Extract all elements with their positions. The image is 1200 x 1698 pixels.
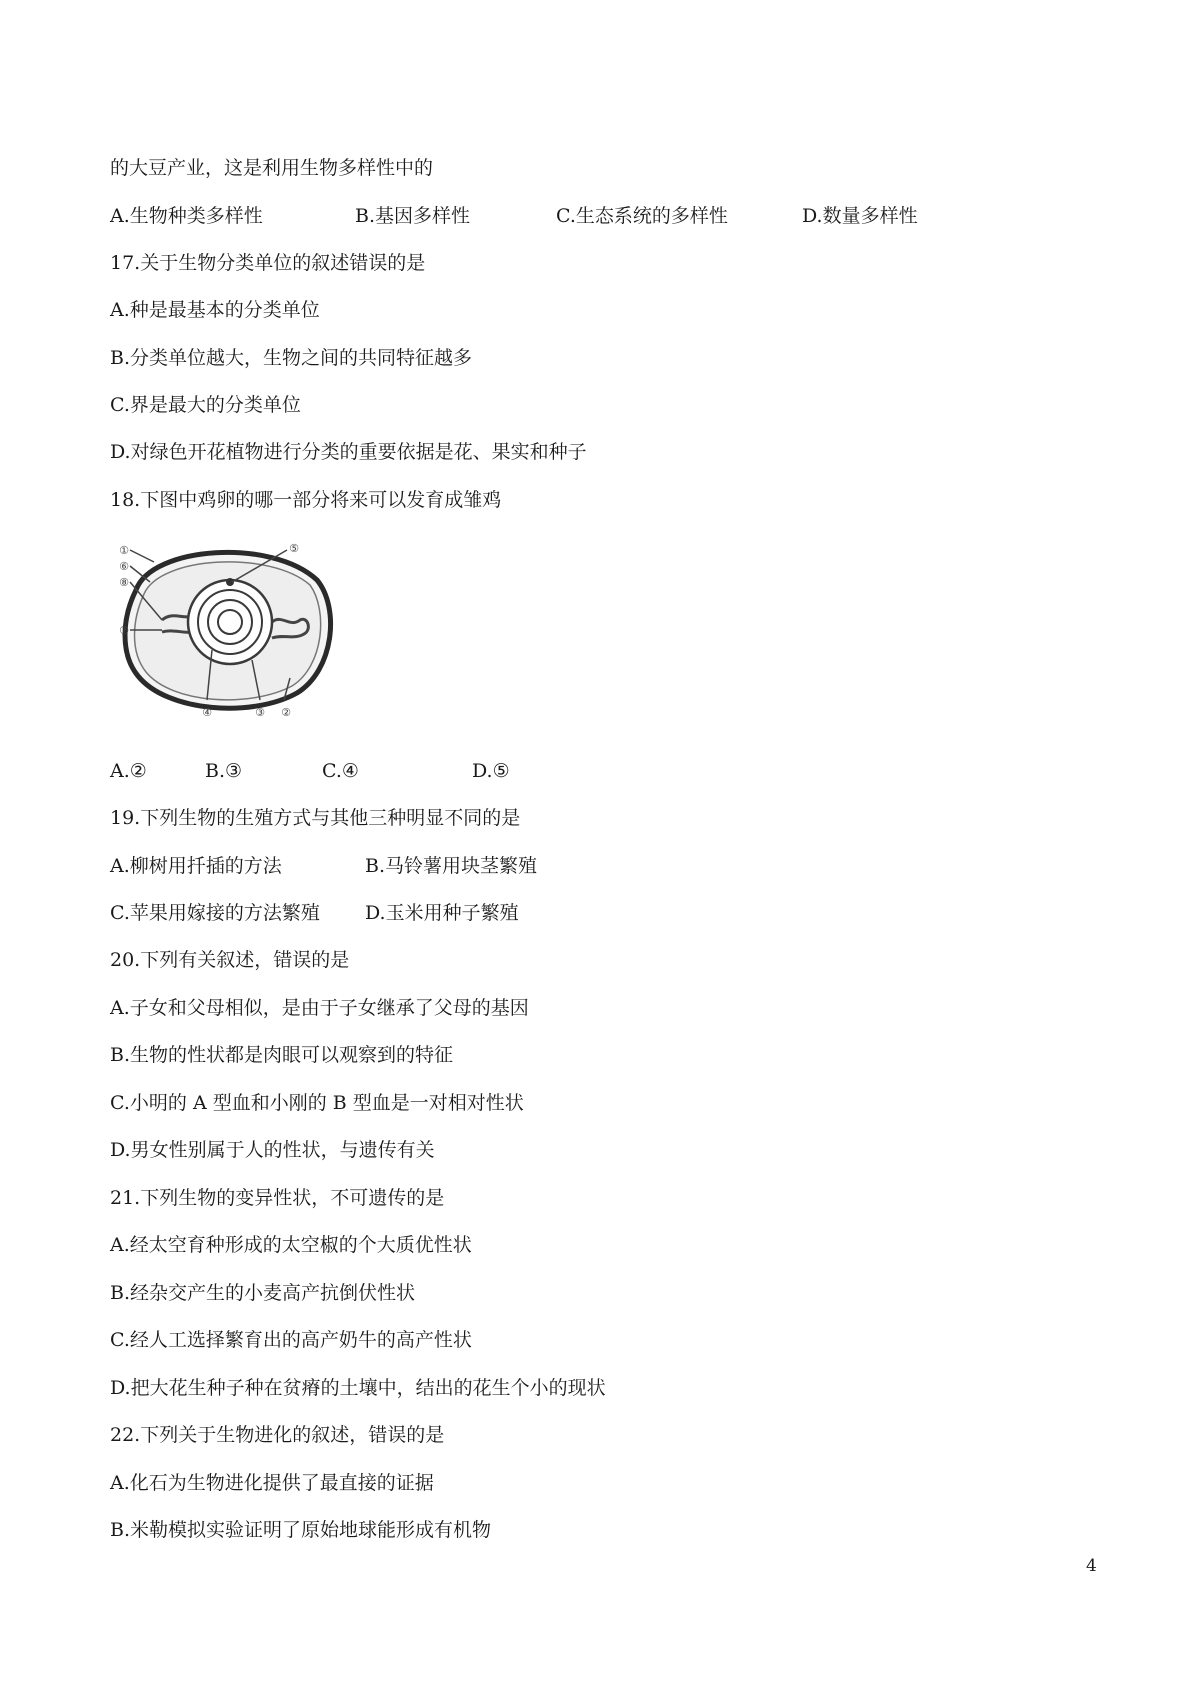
q18-option-c: C.④ bbox=[322, 760, 359, 782]
q19-option-a: A.柳树用扦插的方法 bbox=[110, 855, 282, 877]
egg-structure-diagram bbox=[112, 530, 337, 725]
q21-stem: 21.下列生物的变异性状，不可遗传的是 bbox=[110, 1187, 445, 1209]
q18-option-d: D.⑤ bbox=[472, 760, 510, 782]
q19-option-d: D.玉米用种子繁殖 bbox=[365, 902, 519, 924]
figure-label-3: ③ bbox=[255, 706, 265, 719]
q16-option-c: C.生态系统的多样性 bbox=[556, 205, 728, 227]
q16-option-b: B.基因多样性 bbox=[355, 205, 471, 227]
q17-stem: 17.关于生物分类单位的叙述错误的是 bbox=[110, 252, 426, 274]
q20-option-a: A.子女和父母相似，是由于子女继承了父母的基因 bbox=[110, 997, 529, 1019]
q20-option-c: C.小明的 A 型血和小刚的 B 型血是一对相对性状 bbox=[110, 1092, 524, 1114]
q18-option-a: A.② bbox=[110, 760, 147, 782]
q19-stem: 19.下列生物的生殖方式与其他三种明显不同的是 bbox=[110, 807, 521, 829]
q21-option-b: B.经杂交产生的小麦高产抗倒伏性状 bbox=[110, 1282, 416, 1304]
q16-option-a: A.生物种类多样性 bbox=[110, 205, 263, 227]
q22-option-b: B.米勒模拟实验证明了原始地球能形成有机物 bbox=[110, 1519, 492, 1541]
q22-option-a: A.化石为生物进化提供了最直接的证据 bbox=[110, 1472, 434, 1494]
figure-label-7: ⑦ bbox=[119, 624, 129, 637]
q20-option-d: D.男女性别属于人的性状，与遗传有关 bbox=[110, 1139, 435, 1161]
figure-label-6: ⑥ bbox=[119, 560, 129, 573]
q20-option-b: B.生物的性状都是肉眼可以观察到的特征 bbox=[110, 1044, 454, 1066]
figure-label-4: ④ bbox=[202, 706, 212, 719]
figure-label-1: ① bbox=[119, 544, 129, 557]
q17-option-d: D.对绿色开花植物进行分类的重要依据是花、果实和种子 bbox=[110, 441, 587, 463]
q22-stem: 22.下列关于生物进化的叙述，错误的是 bbox=[110, 1424, 445, 1446]
figure-label-5: ⑤ bbox=[289, 542, 299, 555]
figure-label-8: ⑧ bbox=[119, 576, 129, 589]
page-number: 4 bbox=[1086, 1556, 1097, 1576]
q17-option-c: C.界是最大的分类单位 bbox=[110, 394, 301, 416]
q19-option-b: B.马铃薯用块茎繁殖 bbox=[365, 855, 538, 877]
q21-option-d: D.把大花生种子种在贫瘠的土壤中，结出的花生个小的现状 bbox=[110, 1377, 606, 1399]
figure-label-2: ② bbox=[281, 706, 291, 719]
q21-option-c: C.经人工选择繁育出的高产奶牛的高产性状 bbox=[110, 1329, 472, 1351]
q18-stem: 18.下图中鸡卵的哪一部分将来可以发育成雏鸡 bbox=[110, 489, 502, 511]
q19-option-c: C.苹果用嫁接的方法繁殖 bbox=[110, 902, 320, 924]
q20-stem: 20.下列有关叙述，错误的是 bbox=[110, 949, 350, 971]
q16-stem-continuation: 的大豆产业，这是利用生物多样性中的 bbox=[110, 157, 434, 179]
q17-option-b: B.分类单位越大，生物之间的共同特征越多 bbox=[110, 347, 473, 369]
q16-option-d: D.数量多样性 bbox=[802, 205, 918, 227]
yolk-membrane bbox=[188, 580, 272, 664]
q18-option-b: B.③ bbox=[205, 760, 243, 782]
q17-option-a: A.种是最基本的分类单位 bbox=[110, 299, 320, 321]
q21-option-a: A.经太空育种形成的太空椒的个大质优性状 bbox=[110, 1234, 472, 1256]
